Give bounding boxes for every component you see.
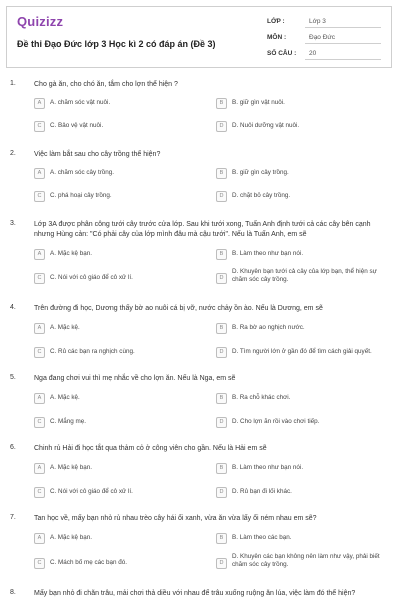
option-key: C: [34, 487, 45, 498]
option-b[interactable]: [216, 462, 386, 476]
option-key: A: [34, 463, 45, 474]
option-b[interactable]: [216, 97, 386, 111]
meta-subject-value: Đạo Đức: [305, 34, 381, 44]
option-text: B. Làm theo như bạn nói.: [232, 464, 304, 471]
worksheet-title: Đề thi Đạo Đức lớp 3 Học kì 2 có đáp án (Đề 3): [17, 39, 216, 49]
quizizz-logo: Quizizz: [17, 14, 64, 29]
option-c[interactable]: [34, 486, 204, 500]
option-text: C. phá hoại cây trồng.: [50, 192, 112, 199]
option-text: D. Khuyên các bạn không nên làm như vậy, phải biết chăm sóc cây trồng.: [232, 553, 380, 568]
question-number: 3.: [10, 220, 16, 227]
meta-class-row: [267, 16, 385, 32]
option-d[interactable]: [216, 346, 386, 360]
option-key: B: [216, 323, 227, 334]
option-text: A. Mặc kệ.: [50, 324, 80, 331]
option-a[interactable]: [34, 462, 204, 476]
question-number: 5.: [10, 374, 16, 381]
option-key: B: [216, 533, 227, 544]
option-key: A: [34, 533, 45, 544]
question-text: Cho gà ăn, cho chó ăn, tắm cho lợn thể hiện ?: [34, 81, 178, 88]
option-text: C. Nói với cô giáo để cô xử lí.: [50, 488, 133, 495]
option-key: D: [216, 347, 227, 358]
option-key: D: [216, 417, 227, 428]
option-key: B: [216, 463, 227, 474]
option-text: C. Nói với cô giáo để cô xử lí.: [50, 274, 133, 281]
option-a[interactable]: [34, 392, 204, 406]
option-d[interactable]: [216, 486, 386, 500]
option-text: D. chặt bỏ cây trồng.: [232, 192, 291, 199]
option-c[interactable]: [34, 272, 204, 286]
option-c[interactable]: [34, 557, 204, 571]
option-key: A: [34, 249, 45, 260]
option-text: C. Bảo vệ vật nuôi.: [50, 122, 104, 129]
option-b[interactable]: [216, 392, 386, 406]
option-a[interactable]: [34, 248, 204, 262]
option-d[interactable]: [216, 416, 386, 430]
option-text: A. chăm sóc vật nuôi.: [50, 99, 111, 106]
meta-subject-label: MÔN :: [267, 34, 287, 41]
question-text: Việc làm bắt sau cho cây trồng thể hiện?: [34, 151, 161, 158]
option-text: B. Ra chỗ khác chơi.: [232, 394, 291, 401]
question-text: Chinh rủ Hải đi học tắt qua thảm cỏ ở công viên cho gần. Nếu là Hải em sẽ: [34, 445, 267, 452]
option-b[interactable]: [216, 167, 386, 181]
option-text: B. Ra bờ ao nghịch nước.: [232, 324, 305, 331]
question-number: 8.: [10, 589, 16, 596]
meta-count-label: SỐ CÂU :: [267, 50, 297, 57]
option-c[interactable]: [34, 416, 204, 430]
option-text: D. Nuôi dưỡng vật nuôi.: [232, 122, 300, 129]
option-text: D. Cho lợn ăn rồi vào chơi tiếp.: [232, 418, 320, 425]
question-number: 4.: [10, 304, 16, 311]
option-text: A. Mặc kệ bạn.: [50, 464, 92, 471]
question-text: Tan học về, mấy bạn nhỏ rủ nhau trèo cây hái ổi xanh, vừa ăn vừa lấy ổi ném nhau em sẽ?: [34, 515, 317, 522]
option-key: B: [216, 98, 227, 109]
option-key: A: [34, 98, 45, 109]
option-key: B: [216, 249, 227, 260]
option-b[interactable]: [216, 322, 386, 336]
question-text: Lớp 3A được phân công tưới cây trước cửa lớp. Sau khi tưới xong, Tuấn Anh định tưới cả các cây bên cạnh nhưng Hùng cản: "Có phải cây của lớp mình đâu mà cậu tưới". Nếu là Tuấn Anh, em sẽ: [34, 221, 371, 238]
option-key: C: [34, 417, 45, 428]
option-text: C. Rủ các bạn ra nghịch cùng.: [50, 348, 135, 355]
option-text: D. Khuyên bạn tưới cả cây của lớp bạn, thể hiện sự chăm sóc cây trồng.: [232, 268, 377, 283]
option-a[interactable]: [34, 97, 204, 111]
option-d[interactable]: [216, 190, 386, 204]
question-number: 7.: [10, 514, 16, 521]
option-key: A: [34, 393, 45, 404]
option-key: D: [216, 273, 227, 284]
meta-count-row: [267, 48, 385, 64]
option-b[interactable]: [216, 248, 386, 262]
option-text: B. giữ gìn cây trồng.: [232, 169, 289, 176]
option-d[interactable]: [216, 120, 386, 134]
option-text: A. chăm sóc cây trồng.: [50, 169, 115, 176]
option-a[interactable]: [34, 322, 204, 336]
option-d[interactable]: [216, 553, 386, 575]
option-key: A: [34, 168, 45, 179]
option-text: C. Mắng mẹ.: [50, 418, 87, 425]
option-c[interactable]: [34, 346, 204, 360]
meta-subject-row: [267, 32, 385, 48]
option-text: B. Làm theo như bạn nói.: [232, 250, 304, 257]
option-text: B. Làm theo các bạn.: [232, 534, 292, 541]
worksheet-header: [6, 6, 392, 68]
option-text: C. Mách bố mẹ các bạn đó.: [50, 559, 128, 566]
question-text: Nga đang chơi vui thì mẹ nhắc về cho lợn ăn. Nếu là Nga, em sẽ: [34, 375, 236, 382]
option-c[interactable]: [34, 190, 204, 204]
question-text: Trên đường đi học, Dương thấy bờ ao nuôi cá bị vỡ, nước chảy ồn ào. Nếu là Dương, em sẽ: [34, 305, 323, 312]
question-number: 6.: [10, 444, 16, 451]
option-key: D: [216, 121, 227, 132]
option-text: D. Rủ bạn đi lối khác.: [232, 488, 292, 495]
option-text: D. Tìm người lớn ở gần đó để tìm cách giải quyết.: [232, 348, 372, 355]
option-text: A. Mặc kệ bạn.: [50, 534, 92, 541]
option-key: A: [34, 323, 45, 334]
option-key: D: [216, 487, 227, 498]
meta-count-value: 20: [305, 50, 381, 60]
option-key: C: [34, 558, 45, 569]
question-number: 2.: [10, 150, 16, 157]
option-key: C: [34, 121, 45, 132]
option-key: D: [216, 558, 227, 569]
worksheet-meta: [267, 16, 385, 64]
option-key: B: [216, 168, 227, 179]
option-key: C: [34, 191, 45, 202]
option-text: A. Mặc kệ.: [50, 394, 80, 401]
option-text: A. Mặc kệ bạn.: [50, 250, 92, 257]
option-d[interactable]: [216, 268, 386, 290]
option-key: C: [34, 273, 45, 284]
option-a[interactable]: [34, 167, 204, 181]
option-text: B. giữ gìn vật nuôi.: [232, 99, 285, 106]
option-b[interactable]: [216, 532, 386, 546]
option-key: C: [34, 347, 45, 358]
option-a[interactable]: [34, 532, 204, 546]
meta-class-label: LỚP :: [267, 18, 285, 25]
meta-class-value: Lớp 3: [305, 18, 381, 28]
question-number: 1.: [10, 80, 16, 87]
option-c[interactable]: [34, 120, 204, 134]
option-key: D: [216, 191, 227, 202]
option-key: B: [216, 393, 227, 404]
question-text: Mấy bạn nhỏ đi chăn trâu, mải chơi thả diều với nhau để trâu xuống ruộng ăn lúa, việc làm đó thể hiện?: [34, 590, 356, 597]
